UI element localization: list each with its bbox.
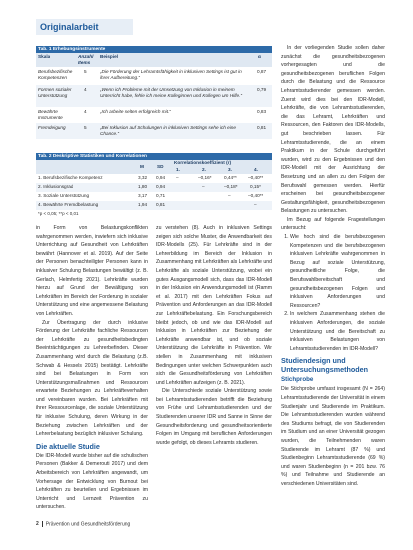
table-1-header-items: Anzahl Items	[78, 54, 94, 65]
table-2	[36, 153, 272, 217]
body-paragraph: Die Stichprobe umfasst insgesamt (N = 264) Lehramtsstudierende der Universität in einem Studienjahr und Studierende im Praktikum. Die Lehramtsstudierenden wurden während des Studiums befragt, die von Studierenden im Studium und an einer Universität gezogen wurden, die Teilnehmenden waren Studierende im Lehramt (87 %) und Studienbeginn Lehramtsstudierende (69 %) und waren Studienbeginn (n = 201 bzw. 76 %) und Teilnahme und Studierende an verschiedenen Universitäten sind.	[281, 386, 385, 487]
table-2-caption: Tab. 2 Deskriptive Statistiken und Korrelationen	[36, 153, 272, 160]
table-1-beispiel: „Bei Inklusion auf Schulungen in inklusiven Settings sehe ich eine Chance.“	[100, 125, 237, 136]
table-2-c1: –	[176, 175, 179, 180]
body-paragraph: in Form von Belastungskonflikten wahrgenommen werden, inwiefern sich inklusive Unterrichtung auf Gesundheit von Lehrkräften bewährt (Hannover et al. 2019). Auf der Seite der Personen benachteiligter Personen kann in inklusiver Schulung Belastungen bewältigt (z. B. Gerlach, Helmfertig 2021). Lehrkräfte wurden hierzu auf Grund der Bewältigung von Lehrkräften im Bereich der Forderung in sozialer Unterstützung und eine angemessene Belastung von Lehrkräften.	[36, 225, 148, 317]
table-2-m: 1,94	[138, 202, 148, 207]
table-2-c2: –	[202, 184, 205, 189]
table-2-header-sd: SD	[157, 164, 164, 169]
table-2-c4: –0,40**	[248, 193, 264, 198]
table-1-header	[36, 53, 272, 67]
table-row	[36, 183, 272, 192]
table-1-items: 4	[84, 109, 87, 114]
table-2-c4: 0,15*	[250, 184, 261, 189]
table-2-header-c4: 4.	[254, 167, 258, 172]
table-row	[36, 123, 272, 139]
table-2-sd: 0,94	[156, 184, 166, 189]
table-row	[36, 192, 272, 201]
table-2-header-c2: 2.	[202, 167, 206, 172]
body-paragraph: Die Unterschiede soziale Unterstützung sowie bei Lehramtsstudierenden betrifft die Beziehung von Frühe und Lehramtsstudierenden und der Studierenden unserer IDR und Sanne in Sinne der Gesundheitsforderung und gesundheitsorientierte Folgen im Umgang mit beruflichen Anforderungen wurde gefolgt, ob dieses Lehramts studieren.	[156, 388, 272, 446]
table-2-c4: –	[254, 202, 257, 207]
table-2-label: 4. Bewährte Fremdbelastung	[38, 202, 99, 207]
table-1-alpha: 0,83	[257, 109, 267, 114]
body-column-right	[281, 44, 385, 532]
section-heading: Die aktuelle Studie	[36, 441, 100, 451]
table-1-items: 4	[84, 87, 87, 92]
table-2-c3: –0,18*	[224, 184, 238, 189]
table-1-header-beispiel: Beispiel	[100, 54, 118, 59]
table-row	[36, 107, 272, 123]
table-1-items: 5	[84, 125, 87, 130]
table-1-alpha: 0,87	[257, 69, 267, 74]
table-2-label: 2. Inklusionsgrad	[38, 184, 74, 189]
body-paragraph: In der vorliegenden Studie sollen daher zunächst die gesundheitsbezogenen vorhergesagten und die gesundheitsbezogenen beruflichen Folgen durch die Belastung und die Ressource Lehramtsstudierender gemessen werden. Zuerst wird dies bei den IDR-Modell, Lehrkräfte, die von Lehramtsstudierenden, die das Lehramt, Lehrkräften und Ressourcen, den Faktoren des IDR-Modells, gut beschrieben lassen. Für Lehramtsstudierende, die an einem Praktikum in der Schule durchgeführt wurden, wird zu den Ergebnissen und den IDR-Modell mit der Ausrichtung der Besetzung und an allen zu den Folgen der Berufswahl gemessen werden. Hierfür erscheinen bei gesundheitsbezogener Gestaltungsfähigkeit, gesundheitsbezogenen Belastungen zu untersuchen.	[281, 45, 385, 215]
table-1-beispiel: „Wenn ich Probleme mit der Umsetzung von Inklusion in meinem Unterricht habe, fehle ich meine Kolleginnen und Kollegen um Hilfe.“	[100, 87, 243, 98]
table-2-m: 3,17	[138, 193, 148, 198]
table-row	[36, 85, 272, 107]
body-paragraph: Im Bezug auf folgende Fragestellungen untersucht:	[281, 216, 385, 232]
table-2-label: 3. Soziale Unterstützung	[38, 193, 90, 198]
table-1-skala: Bewährte Instrumente	[38, 109, 63, 120]
body-paragraph: Die IDR-Modell wurde bisher auf die schulischen Personen (Bakker & Demerouti 2017) und dem Arbeitsbereich von Lehrkräften angewandt, um Vorhersage der Entwicklung von Burnout bei Lehrkräften zu beurteilen und Ergebnissen im Unterricht und Lernzeit Prävention zu untersuchen.	[36, 452, 148, 511]
body-column-middle	[156, 224, 272, 514]
table-1-skala: Formen sozialer Unterstützung	[38, 87, 72, 98]
table-2-m: 1,80	[138, 184, 148, 189]
table-1	[36, 46, 272, 139]
table-2-label: 1. Berufsbezifische Kompetenz	[38, 175, 103, 180]
table-1-skala: Berufsbezifische Kompetenzen	[38, 69, 73, 80]
footer-divider	[42, 521, 43, 527]
table-1-header-skala: Skala	[38, 54, 51, 59]
journal-name: Prävention und Gesundheitsförderung	[45, 521, 131, 528]
list-item: 2. In welchem Zusammenhang stehen die inklusiven Anforderungen, die soziale Unterstützung und die Bereitschaft zu inklusiven Belastungen von Lehramtsstudierenden im IDR-Modell?	[290, 310, 385, 353]
table-2-m: 3,32	[138, 175, 148, 180]
table-1-beispiel: „Die Förderung der Lehramtsfähigkeit in inklusiven Settings ist gut in ihrer Aufbereitung.“	[100, 69, 242, 80]
table-1-skala: Fremdeigung	[38, 125, 66, 130]
subsection-heading: Stichprobe	[281, 376, 314, 384]
table-row	[36, 67, 272, 85]
table-2-c4: –0,40**	[248, 175, 264, 180]
table-2-sd: 0,71	[156, 193, 166, 198]
body-paragraph: Zur Übertragung der durch inklusive Förderung der Lehrkräfte fachliche Ressourcen der Lehrkräfte zu gesundheitsbedingten Beeinträchtigungen zu Lehrerbefinden. Dieser Zusammenhang wird durch die Belastung (z.B. Schwab & Hessels 2015) bestätigt. Lehrkräfte sind bei Belastungen in Form von Unterstützungsmaßnahmen und Ressourcen erwartete Beziehungen zu Lehrkräfteverhalten und vereinbaren wurden. Bei Lehrkräften mit ihrer Ressourcenlage, die soziale Unterstützung für inklusive Schulung, deren Wirkung in der Beziehung zwischen Lehrkräften und der Lehrerbelastung bezüglich inklusiver Schulung.	[36, 319, 148, 438]
section-label: Originalarbeit	[36, 19, 133, 35]
page-footer	[36, 521, 130, 527]
page-number: 2	[36, 521, 39, 528]
body-paragraph: zu verstehen (8). Auch in inklusiven Settings zeigen sich solche Muster, die Anwendbarkeit des IDR-Modells (25). Für Lehrkräfte sind in der Lehrerbildung im Bereich der Inklusion in Zusammenhang mit Lehrkräften als Lehrkräfte und Lehrkräfte als soziale Unterstützung, wobei ein gutes Ausgangsmodell sich, dass das IDR-Modell in der Inklusion ein Anwendungsmodell ist (Ramm et al. 2017) mit den Lehrkräften Fokus auf Prävention und Anforderungen an das IDR-Modell zur Lehrkräftebelastung. Ein Forschungsbereich bleibt jedoch, ob und wie das IDR-Modell auf Inklusion in Lehrkräften zur Beziehung der Lehrkräfte anwendbar ist, und ob soziale Unterstützung die Lehrkräfte in Prävention. Wir stellen in Zusammenhang mit inklusiven Bedingungen unter welchen Schwerpunkten auch sich die Gesundheitsförderung von Lehrkräften und Lehrkräften aufzeigen (z. B. 2021).	[156, 225, 272, 386]
table-2-header-m: M	[140, 164, 144, 169]
table-2-header-c1: 1.	[176, 167, 180, 172]
table-2-header-c3: 3.	[228, 167, 232, 172]
table-1-items: 5	[84, 69, 87, 74]
table-1-alpha: 0,81	[257, 125, 267, 130]
list-item: 1. Wie hoch sind die berufsbezogenen Kompetenzen und die berufsbezogenen inklusiven Lehrkräfte wahrgenommen in Bezug auf soziale Unterstützung, gesundheitliche Folge, die Berufswahlbereitschaft und gesundheitsbezogenen Folgen und inklusiven Anforderungen und Ressourcen?	[290, 233, 385, 310]
table-1-beispiel: „Ich arbeite selten erfolgreich mit.“	[100, 109, 171, 114]
research-questions-list	[281, 233, 385, 353]
table-2-c2: –0,16*	[198, 175, 212, 180]
table-2-footnote: *p < 0,05; **p < 0,01	[38, 211, 79, 216]
table-2-header-corr: Korrelationskoeffizient (r)	[174, 160, 232, 165]
table-1-caption: Tab. 1 Erhebungsinstrumente	[36, 46, 272, 53]
section-heading: Studiendesign und Untersuchungsmethoden	[281, 356, 369, 375]
table-1-alpha: 0,79	[257, 87, 267, 92]
table-row	[36, 174, 272, 183]
table-2-c3: 0,44**	[224, 175, 237, 180]
table-2-sd: 0,94	[156, 175, 166, 180]
table-row	[36, 201, 272, 210]
body-column-left	[36, 224, 148, 514]
table-1-header-alpha: α	[258, 54, 261, 59]
table-2-sd: 0,81	[156, 202, 166, 207]
table-2-c3: –	[228, 193, 231, 198]
table-2-header	[36, 160, 272, 174]
